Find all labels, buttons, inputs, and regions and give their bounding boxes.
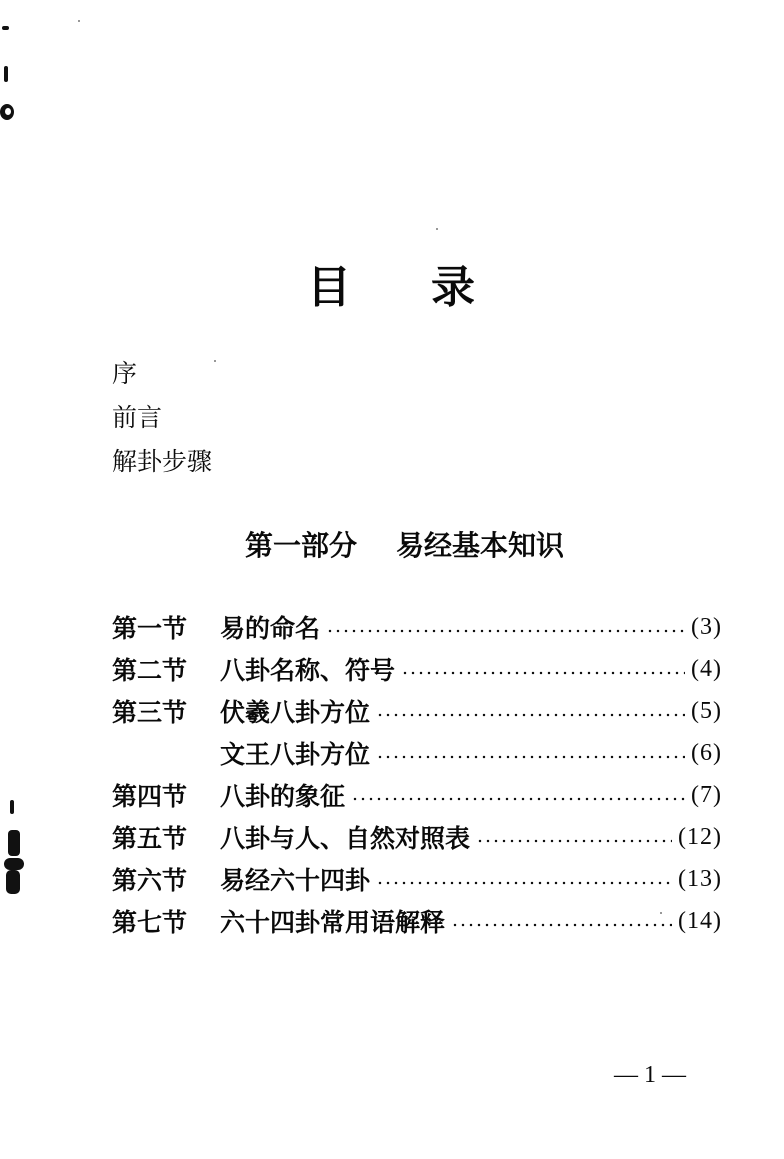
- dot-leader: [376, 881, 672, 885]
- toc-page-number: (14): [678, 907, 722, 934]
- dot-leader: [376, 755, 685, 759]
- toc-entry-title: 八卦与人、自然对照表: [220, 824, 471, 853]
- toc-entry-title: 易的命名: [220, 614, 321, 643]
- toc-row: [112, 858, 722, 900]
- toc-entry-title: 六十四卦常用语解释: [220, 908, 446, 937]
- toc-row: [112, 816, 722, 858]
- toc-page-number: (6): [691, 739, 722, 766]
- front-matter-item-steps: 解卦步骤: [112, 447, 213, 476]
- toc-section-label: 第五节: [112, 824, 188, 853]
- dot-leader: [401, 671, 685, 675]
- toc-entry-title: 八卦名称、符号: [220, 656, 396, 685]
- toc-section-label: 第三节: [112, 698, 188, 727]
- toc-page-number: (4): [691, 655, 722, 682]
- front-matter-item-foreword: 前言: [112, 403, 163, 432]
- toc-page-number: (7): [691, 781, 722, 808]
- dot-leader: [376, 713, 685, 717]
- front-matter-list: [112, 352, 212, 484]
- toc-page-number: (12): [678, 823, 722, 850]
- toc-entry-title: 文王八卦方位: [220, 740, 371, 769]
- toc-entry-title: 伏羲八卦方位: [220, 698, 371, 727]
- toc-section-label: 第六节: [112, 866, 188, 895]
- title-char-1: 目: [307, 262, 353, 314]
- toc-section-label: 第一节: [112, 614, 188, 643]
- dot-leader: [351, 797, 685, 801]
- toc-row: [112, 900, 722, 942]
- toc-section-label: 第七节: [112, 908, 188, 937]
- front-matter-item-preface: 序: [112, 359, 138, 388]
- dot-leader: [326, 629, 685, 633]
- toc-page-number: (3): [691, 613, 722, 640]
- toc-entry-title: 八卦的象征: [220, 782, 346, 811]
- part-heading: 第一部分 易经基本知识: [245, 529, 564, 562]
- toc-row: [112, 690, 722, 732]
- dot-leader: [451, 923, 672, 927]
- toc-row: [112, 774, 722, 816]
- toc-page-number: (5): [691, 697, 722, 724]
- dot-leader: [476, 839, 672, 843]
- table-of-contents: [112, 606, 722, 942]
- page-title: [0, 251, 784, 315]
- page-number: — 1 —: [614, 1062, 686, 1088]
- toc-row: [112, 606, 722, 648]
- title-char-2: 录: [431, 262, 477, 314]
- toc-row: [112, 648, 722, 690]
- toc-section-label: 第四节: [112, 782, 188, 811]
- toc-row: [112, 732, 722, 774]
- toc-page-number: (13): [678, 865, 722, 892]
- toc-section-label: 第二节: [112, 656, 188, 685]
- toc-entry-title: 易经六十四卦: [220, 866, 371, 895]
